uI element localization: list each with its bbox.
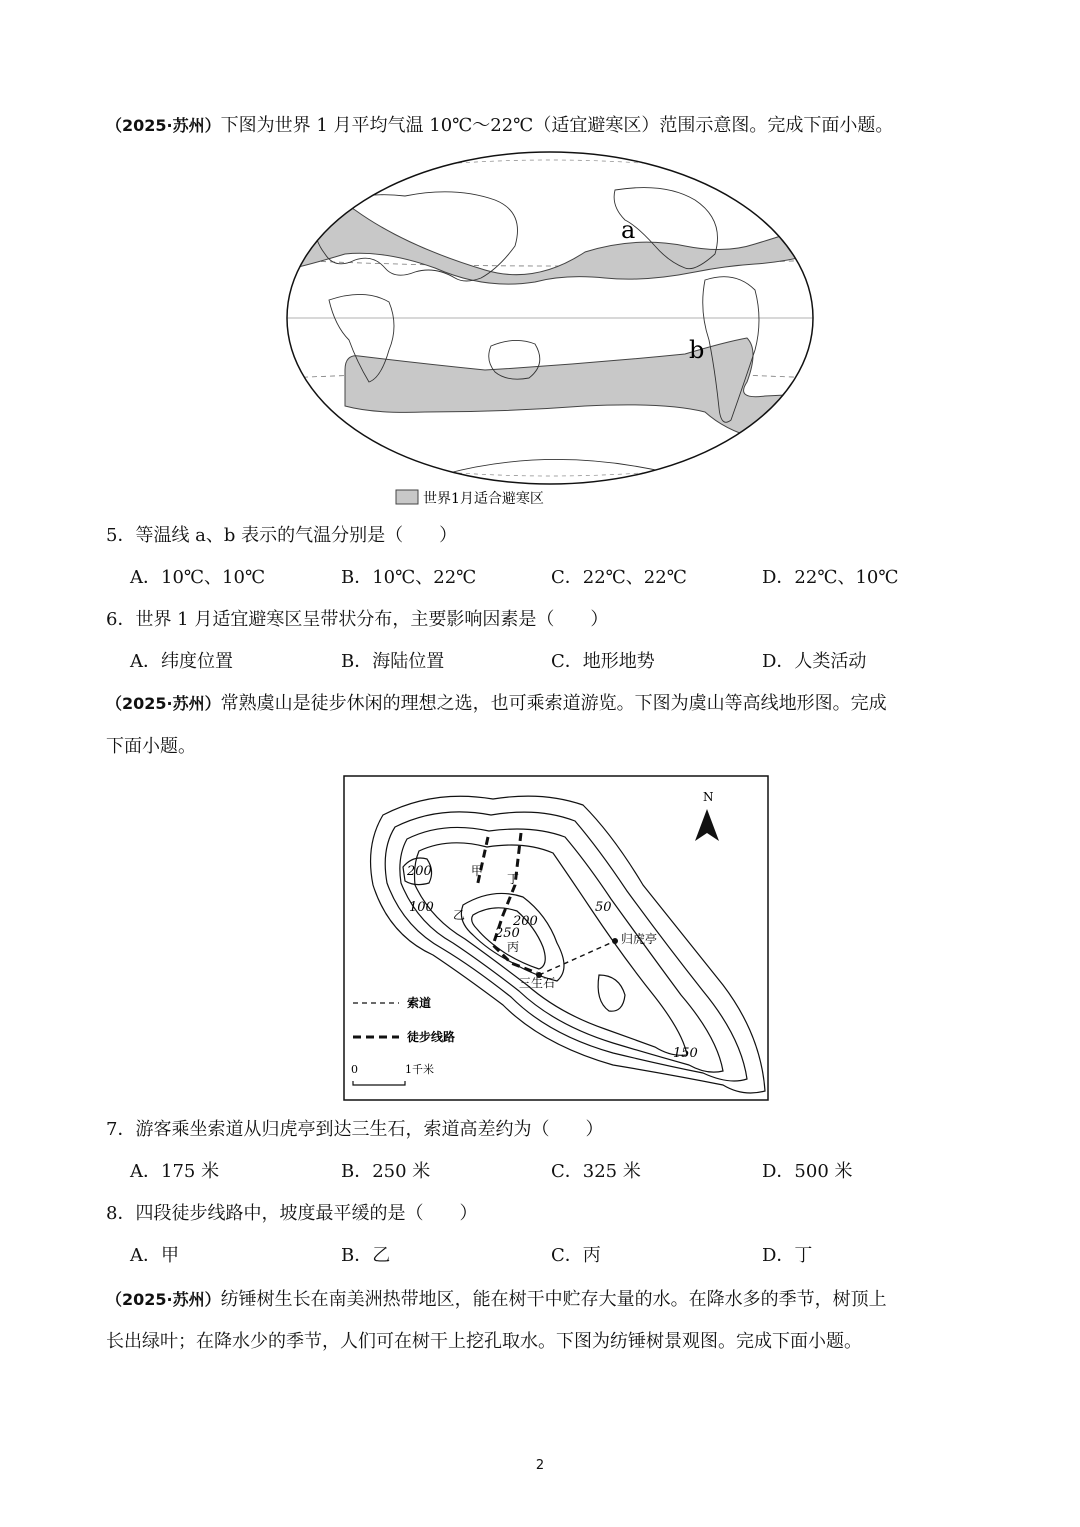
- q6-option-d[interactable]: D．人类活动: [762, 651, 867, 672]
- q5-option-d[interactable]: D．22℃、10℃: [762, 567, 899, 588]
- q7-option-a[interactable]: A．175 米: [130, 1161, 220, 1182]
- place-label-ding: 丁: [507, 872, 520, 886]
- scale-unit-label: 1千米: [405, 1063, 434, 1076]
- q7-option-b[interactable]: B．250 米: [341, 1161, 431, 1182]
- q8-option-a[interactable]: A．甲: [130, 1245, 179, 1266]
- contour-label: 200: [513, 914, 538, 929]
- group3-intro-line2: 长出绿叶；在降水少的季节，人们可在树干上挖孔取水。下图为纺锤树景观图。完成下面小题。: [106, 1331, 862, 1352]
- contour-label: 250: [495, 926, 520, 941]
- q8-option-c[interactable]: C．丙: [551, 1245, 601, 1266]
- isotherm-a-label: a: [621, 216, 636, 244]
- contour-label: 50: [595, 900, 612, 915]
- group1-intro: （2025·苏州）下图为世界 1 月平均气温 10℃～22℃（适宜避寒区）范围示意图。完成下面小题。: [106, 115, 894, 136]
- world-map-figure: [285, 150, 815, 512]
- q8-option-d[interactable]: D．丁: [762, 1245, 813, 1266]
- q6-stem: 6．世界 1 月适宜避寒区呈带状分布，主要影响因素是（ ）: [106, 609, 609, 630]
- place-label-yi: 乙: [453, 908, 466, 922]
- band-b: [345, 338, 815, 441]
- q5-option-c[interactable]: C．22℃、22℃: [551, 567, 687, 588]
- group2-intro-line2: 下面小题。: [106, 736, 196, 757]
- group3-intro-line1: （2025·苏州）纺锤树生长在南美洲热带地区，能在树干中贮存大量的水。在降水多的季节，树顶上: [106, 1289, 887, 1310]
- contour-label: 100: [409, 900, 434, 915]
- q5-option-b[interactable]: B．10℃、22℃: [341, 567, 477, 588]
- q7-stem: 7．游客乘坐索道从归虎亭到达三生石，索道高差约为（ ）: [106, 1119, 604, 1140]
- q6-option-c[interactable]: C．地形地势: [551, 651, 655, 672]
- q5-stem: 5．等温线 a、b 表示的气温分别是（ ）: [106, 525, 458, 546]
- isotherm-b-label: b: [689, 336, 705, 364]
- q7-option-d[interactable]: D．500 米: [762, 1161, 853, 1182]
- q5-option-a[interactable]: A．10℃、10℃: [130, 567, 266, 588]
- legend-label: 世界1月适合避寒区: [423, 491, 544, 507]
- contour-label: 200: [407, 864, 432, 879]
- scale-zero-label: 0: [351, 1063, 358, 1076]
- q7-option-c[interactable]: C．325 米: [551, 1161, 641, 1182]
- page-number: 2: [535, 1458, 545, 1473]
- q8-option-b[interactable]: B．乙: [341, 1245, 391, 1266]
- place-label-jia: 甲: [471, 864, 484, 878]
- source-tag: （2025·苏州）: [106, 694, 221, 713]
- place-label-guihuting: 归虎亭: [621, 932, 658, 946]
- contour-label: 150: [673, 1046, 698, 1061]
- q6-option-a[interactable]: A．纬度位置: [130, 651, 233, 672]
- q8-stem: 8．四段徒步线路中，坡度最平缓的是（ ）: [106, 1203, 478, 1224]
- place-label-bing: 丙: [507, 940, 520, 954]
- place-label-sanshengshi: 三生石: [519, 976, 556, 990]
- legend-hike-label: 徒步线路: [407, 1030, 456, 1044]
- contour-map-figure: [343, 775, 771, 1103]
- source-tag: （2025·苏州）: [106, 1290, 221, 1309]
- group2-intro-line1: （2025·苏州）常熟虞山是徒步休闲的理想之选，也可乘索道游览。下图为虞山等高线地形图。完成: [106, 693, 887, 714]
- source-tag: （2025·苏州）: [106, 116, 221, 135]
- legend-cable-label: 索道: [407, 996, 432, 1010]
- q6-option-b[interactable]: B．海陆位置: [341, 651, 445, 672]
- north-label: N: [703, 790, 714, 804]
- legend-swatch: [396, 490, 418, 504]
- band-a: [285, 202, 815, 284]
